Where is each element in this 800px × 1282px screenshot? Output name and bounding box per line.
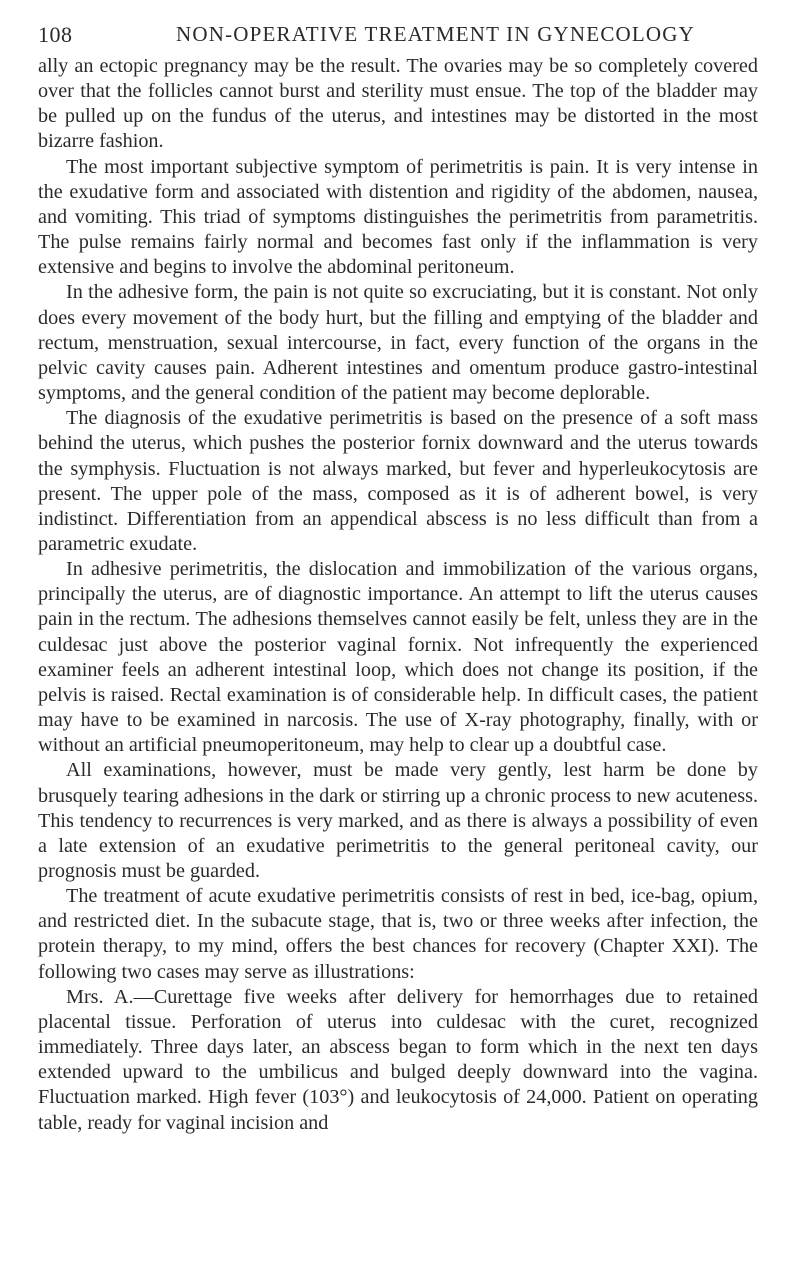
paragraph-continuation: ally an ectopic pregnancy may be the result. The ovaries may be so completely covered over that the follicles cannot burst and sterility must ensue. The top of the bladder may be pulled up on the fundus of the uterus, and intestines may be distorted in the most bizarre fashion. — [38, 55, 758, 153]
paragraph-subjective-symptoms: The most important subjective symptom of perimetritis is pain. It is very intense in the exudative form and associated with distention and rigidity of the abdomen, nausea, and vomiting. This triad of symptoms distinguishes the perimetritis from parametritis. The pulse remains fairly normal and becomes fast only if the inflammation is very extensive and begins to involve the abdominal peritoneum. — [38, 155, 758, 279]
paragraph-adhesive-form: In the adhesive form, the pain is not quite so excruciating, but it is constant. Not only does every movement of the body hurt, but the filling and emptying of the bladder and rectum, menstruation, sexual intercourse, in fact, every function of the organs in the pelvic cavity causes pain. Adherent intestines and omentum produce gastro-intestinal symptoms, and the general condition of the patient may become deplorable. — [38, 281, 758, 405]
page-number: 108 — [38, 22, 73, 47]
body-text — [38, 54, 758, 1136]
running-head — [38, 22, 758, 54]
paragraph-diagnosis-adhesive: In adhesive perimetritis, the dislocation and immobilization of the various organs, principally the uterus, are of diagnostic importance. An attempt to lift the uterus causes pain in the rectum. The adhesions themselves cannot easily be felt, unless they are in the culdesac just above the posterior vaginal fornix. Not infrequently the experienced examiner feels an adherent intestinal loop, which does not change its position, if the pelvis is raised. Rectal examination is of considerable help. In difficult cases, the patient may have to be examined in narcosis. The use of X-ray photography, finally, with or without an artificial pneumoperitoneum, may help to clear up a doubtful case. — [38, 558, 758, 757]
running-head-title: NON-OPERATIVE TREATMENT IN GYNECOLOGY — [176, 22, 696, 46]
paragraph-treatment: The treatment of acute exudative perimetritis consists of rest in bed, ice-bag, opium, and restricted diet. In the subacute stage, that is, two or three weeks after infection, the protein therapy, to my mind, offers the best chances for recovery (Chapter XXI). The following two cases may serve as illustrations: — [38, 885, 758, 983]
paragraph-examinations-prognosis: All examinations, however, must be made very gently, lest harm be done by brusquely tearing adhesions in the dark or stirring up a chronic process to new acuteness. This tendency to recurrences is very marked, and as there is always a possibility of even a late extension of an exudative perimetritis to the general peritoneal cavity, our prognosis must be guarded. — [38, 759, 758, 882]
paragraph-case-mrs-a: Mrs. A.—Curettage five weeks after delivery for hemorrhages due to retained placental tissue. Perforation of uterus into culdesac with the curet, recognized immediately. Three days later, an abscess began to form which in the next ten days extended upward to the umbilicus and bulged deeply downward into the vagina. Fluctuation marked. High fever (103°) and leukocytosis of 24,000. Patient on operating table, ready for vaginal incision and — [38, 985, 758, 1134]
paragraph-diagnosis-exudative: The diagnosis of the exudative perimetritis is based on the presence of a soft mass behind the uterus, which pushes the posterior fornix downward and the uterus towards the symphysis. Fluctuation is not always marked, but fever and hyperleukocytosis are present. The upper pole of the mass, composed as it is of adherent bowel, is very indistinct. Differentiation from an appendical abscess is no less difficult than from a parametric exudate. — [38, 407, 758, 555]
